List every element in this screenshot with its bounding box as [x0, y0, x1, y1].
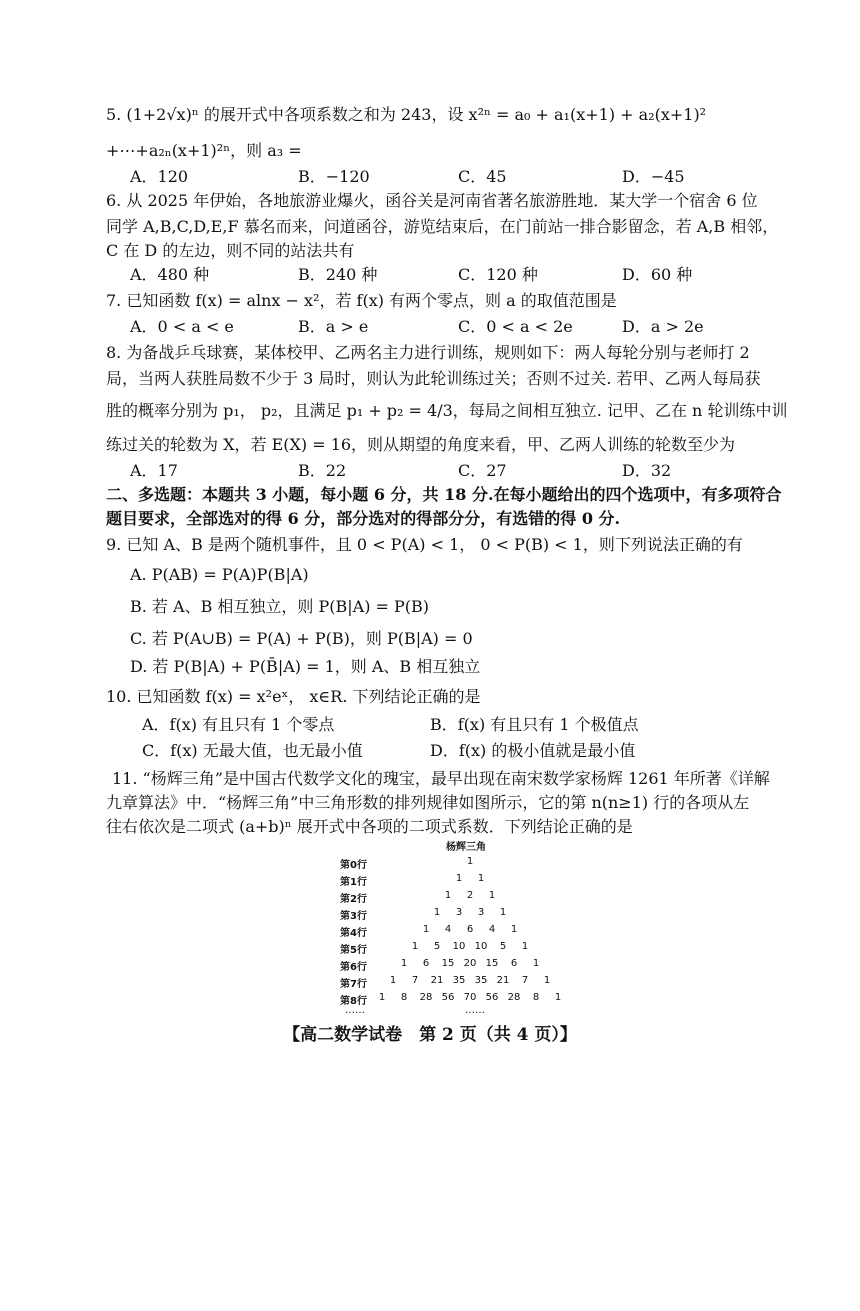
q10-option-a: A．f(x) 有且只有 1 个零点 [142, 715, 335, 734]
triangle-number: 56 [441, 992, 455, 1003]
triangle-number: 1 [554, 992, 562, 1003]
triangle-number: 21 [430, 975, 444, 986]
q6-stem-line3: C 在 D 的左边，则不同的站法共有 [106, 241, 355, 260]
triangle-number: 2 [466, 890, 474, 901]
triangle-number: 4 [444, 924, 452, 935]
triangle-row-label: 第2行 [340, 894, 367, 905]
triangle-number: 15 [441, 958, 455, 969]
q10-option-b: B．f(x) 有且只有 1 个极值点 [430, 715, 639, 734]
q9-option-b: B. 若 A、B 相互独立，则 P(B|A) = P(B) [130, 597, 430, 616]
q11-stem-line1: 11. “杨辉三角”是中国古代数学文化的瑰宝，最早出现在南宋数学家杨辉 1261 年所著《详解 [112, 769, 770, 788]
triangle-number: 1 [455, 873, 463, 884]
triangle-number: 3 [477, 907, 485, 918]
q8-stem-line4: 练过关的轮数为 X，若 E(X) = 16，则从期望的角度来看，甲、乙两人训练的轮数至少为 [106, 435, 736, 454]
q8-stem-line2: 局，当两人获胜局数不少于 3 局时，则认为此轮训练过关；否则不过关. 若甲、乙两人每局获 [106, 369, 761, 388]
q9-stem: 9. 已知 A、B 是两个随机事件，且 0 < P(A) < 1， 0 < P(B) < 1，则下列说法正确的有 [106, 535, 743, 554]
triangle-number: 1 [499, 907, 507, 918]
triangle-number: 5 [499, 941, 507, 952]
q7-option-a: A．0 < a < e [130, 317, 234, 336]
triangle-number: 1 [488, 890, 496, 901]
q6-option-b: B．240 种 [298, 265, 378, 284]
q7-stem: 7. 已知函数 f(x) = alnx − x²，若 f(x) 有两个零点，则 a 的取值范围是 [106, 291, 617, 310]
triangle-row [320, 941, 620, 958]
triangle-row [320, 856, 620, 873]
triangle-title: 杨辉三角 [446, 842, 486, 853]
triangle-number: 6 [422, 958, 430, 969]
triangle-number: 1 [433, 907, 441, 918]
q7-option-d: D．a > 2e [622, 317, 704, 336]
triangle-number: 1 [378, 992, 386, 1003]
triangle-number: 6 [466, 924, 474, 935]
q5-stem-line1: 5. (1+2√x)ⁿ 的展开式中各项系数之和为 243，设 x²ⁿ = a₀ + a₁(x+1) + a₂(x+1)² [106, 105, 707, 124]
triangle-number: 1 [400, 958, 408, 969]
triangle-number: 15 [485, 958, 499, 969]
triangle-row-label: 第0行 [340, 860, 367, 871]
triangle-ellipsis-right: …… [465, 1005, 485, 1016]
triangle-number: 1 [389, 975, 397, 986]
triangle-number: 28 [419, 992, 433, 1003]
triangle-row [320, 890, 620, 907]
q7-option-c: C．0 < a < 2e [458, 317, 573, 336]
triangle-row-label: 第8行 [340, 996, 367, 1007]
triangle-number: 1 [411, 941, 419, 952]
triangle-number: 1 [477, 873, 485, 884]
triangle-number: 1 [466, 856, 474, 867]
triangle-row-label: 第3行 [340, 911, 367, 922]
q5-option-a: A．120 [130, 167, 189, 186]
q10-stem: 10. 已知函数 f(x) = x²eˣ， x∈R. 下列结论正确的是 [106, 687, 481, 706]
section2-heading-line2: 题目要求，全部选对的得 6 分，部分选对的得部分分，有选错的得 0 分. [106, 509, 621, 528]
triangle-row-label: 第7行 [340, 979, 367, 990]
q8-stem-line1: 8. 为备战乒乓球赛，某体校甲、乙两名主力进行训练，规则如下：两人每轮分别与老师打 2 [106, 343, 750, 362]
triangle-number: 70 [463, 992, 477, 1003]
q10-option-c: C．f(x) 无最大值，也无最小值 [142, 741, 363, 760]
q8-option-b: B．22 [298, 461, 347, 480]
triangle-row-label: 第1行 [340, 877, 367, 888]
triangle-number: 1 [422, 924, 430, 935]
triangle-number: 5 [433, 941, 441, 952]
q9-option-a: A. P(AB) = P(A)P(B|A) [130, 565, 309, 584]
triangle-number: 1 [521, 941, 529, 952]
q8-option-a: A．17 [130, 461, 178, 480]
triangle-number: 10 [474, 941, 488, 952]
q7-option-b: B．a > e [298, 317, 369, 336]
triangle-number: 8 [532, 992, 540, 1003]
triangle-number: 7 [411, 975, 419, 986]
triangle-row-label: 第5行 [340, 945, 367, 956]
q6-option-d: D．60 种 [622, 265, 693, 284]
triangle-row [320, 907, 620, 924]
q8-option-d: D．32 [622, 461, 672, 480]
triangle-number: 21 [496, 975, 510, 986]
triangle-number: 3 [455, 907, 463, 918]
triangle-number: 35 [474, 975, 488, 986]
triangle-row-label: 第6行 [340, 962, 367, 973]
triangle-row-label: 第4行 [340, 928, 367, 939]
q6-stem-line2: 同学 A,B,C,D,E,F 慕名而来，问道函谷，游览结束后，在门前站一排合影留念，若 A,B 相邻， [106, 217, 779, 236]
section2-heading-line1: 二、多选题：本题共 3 小题，每小题 6 分，共 18 分.在每小题给出的四个选项中，有多项符合 [106, 485, 782, 504]
triangle-number: 8 [400, 992, 408, 1003]
q6-stem-line1: 6. 从 2025 年伊始，各地旅游业爆火，函谷关是河南省著名旅游胜地．某大学一个宿舍 6 位 [106, 191, 758, 210]
triangle-row [320, 873, 620, 890]
triangle-number: 10 [452, 941, 466, 952]
triangle-number: 1 [444, 890, 452, 901]
q9-option-c: C. 若 P(A∪B) = P(A) + P(B)，则 P(B|A) = 0 [130, 629, 473, 648]
page-footer: 【高二数学试卷 第 2 页（共 4 页）】 [283, 1025, 577, 1045]
triangle-ellipsis-left: …… [345, 1005, 365, 1016]
triangle-number: 6 [510, 958, 518, 969]
q6-option-c: C．120 种 [458, 265, 538, 284]
triangle-row [320, 958, 620, 975]
q5-option-c: C．45 [458, 167, 507, 186]
q11-stem-line2: 九章算法》中．“杨辉三角”中三角形数的排列规律如图所示，它的第 n(n≥1) 行的各项从左 [106, 793, 750, 812]
triangle-number: 20 [463, 958, 477, 969]
q5-option-b: B．−120 [298, 167, 370, 186]
q8-option-c: C．27 [458, 461, 507, 480]
triangle-number: 1 [543, 975, 551, 986]
triangle-number: 7 [521, 975, 529, 986]
q8-stem-line3: 胜的概率分别为 p₁， p₂，且满足 p₁ + p₂ = 4/3，每局之间相互独立. 记甲、乙在 n 轮训练中训 [106, 401, 788, 420]
triangle-number: 1 [532, 958, 540, 969]
q10-option-d: D．f(x) 的极小值就是最小值 [430, 741, 636, 760]
triangle-number: 4 [488, 924, 496, 935]
triangle-number: 1 [510, 924, 518, 935]
triangle-number: 56 [485, 992, 499, 1003]
q5-stem-line2: +⋯+a₂ₙ(x+1)²ⁿ，则 a₃ = [106, 141, 302, 160]
triangle-number: 35 [452, 975, 466, 986]
q9-option-d: D. 若 P(B|A) + P(B̄|A) = 1，则 A、B 相互独立 [130, 657, 481, 676]
triangle-number: 28 [507, 992, 521, 1003]
triangle-row [320, 924, 620, 941]
triangle-row [320, 975, 620, 992]
q11-stem-line3: 往右依次是二项式 (a+b)ⁿ 展开式中各项的二项式系数．下列结论正确的是 [106, 817, 633, 836]
q5-option-d: D．−45 [622, 167, 685, 186]
q6-option-a: A．480 种 [130, 265, 210, 284]
